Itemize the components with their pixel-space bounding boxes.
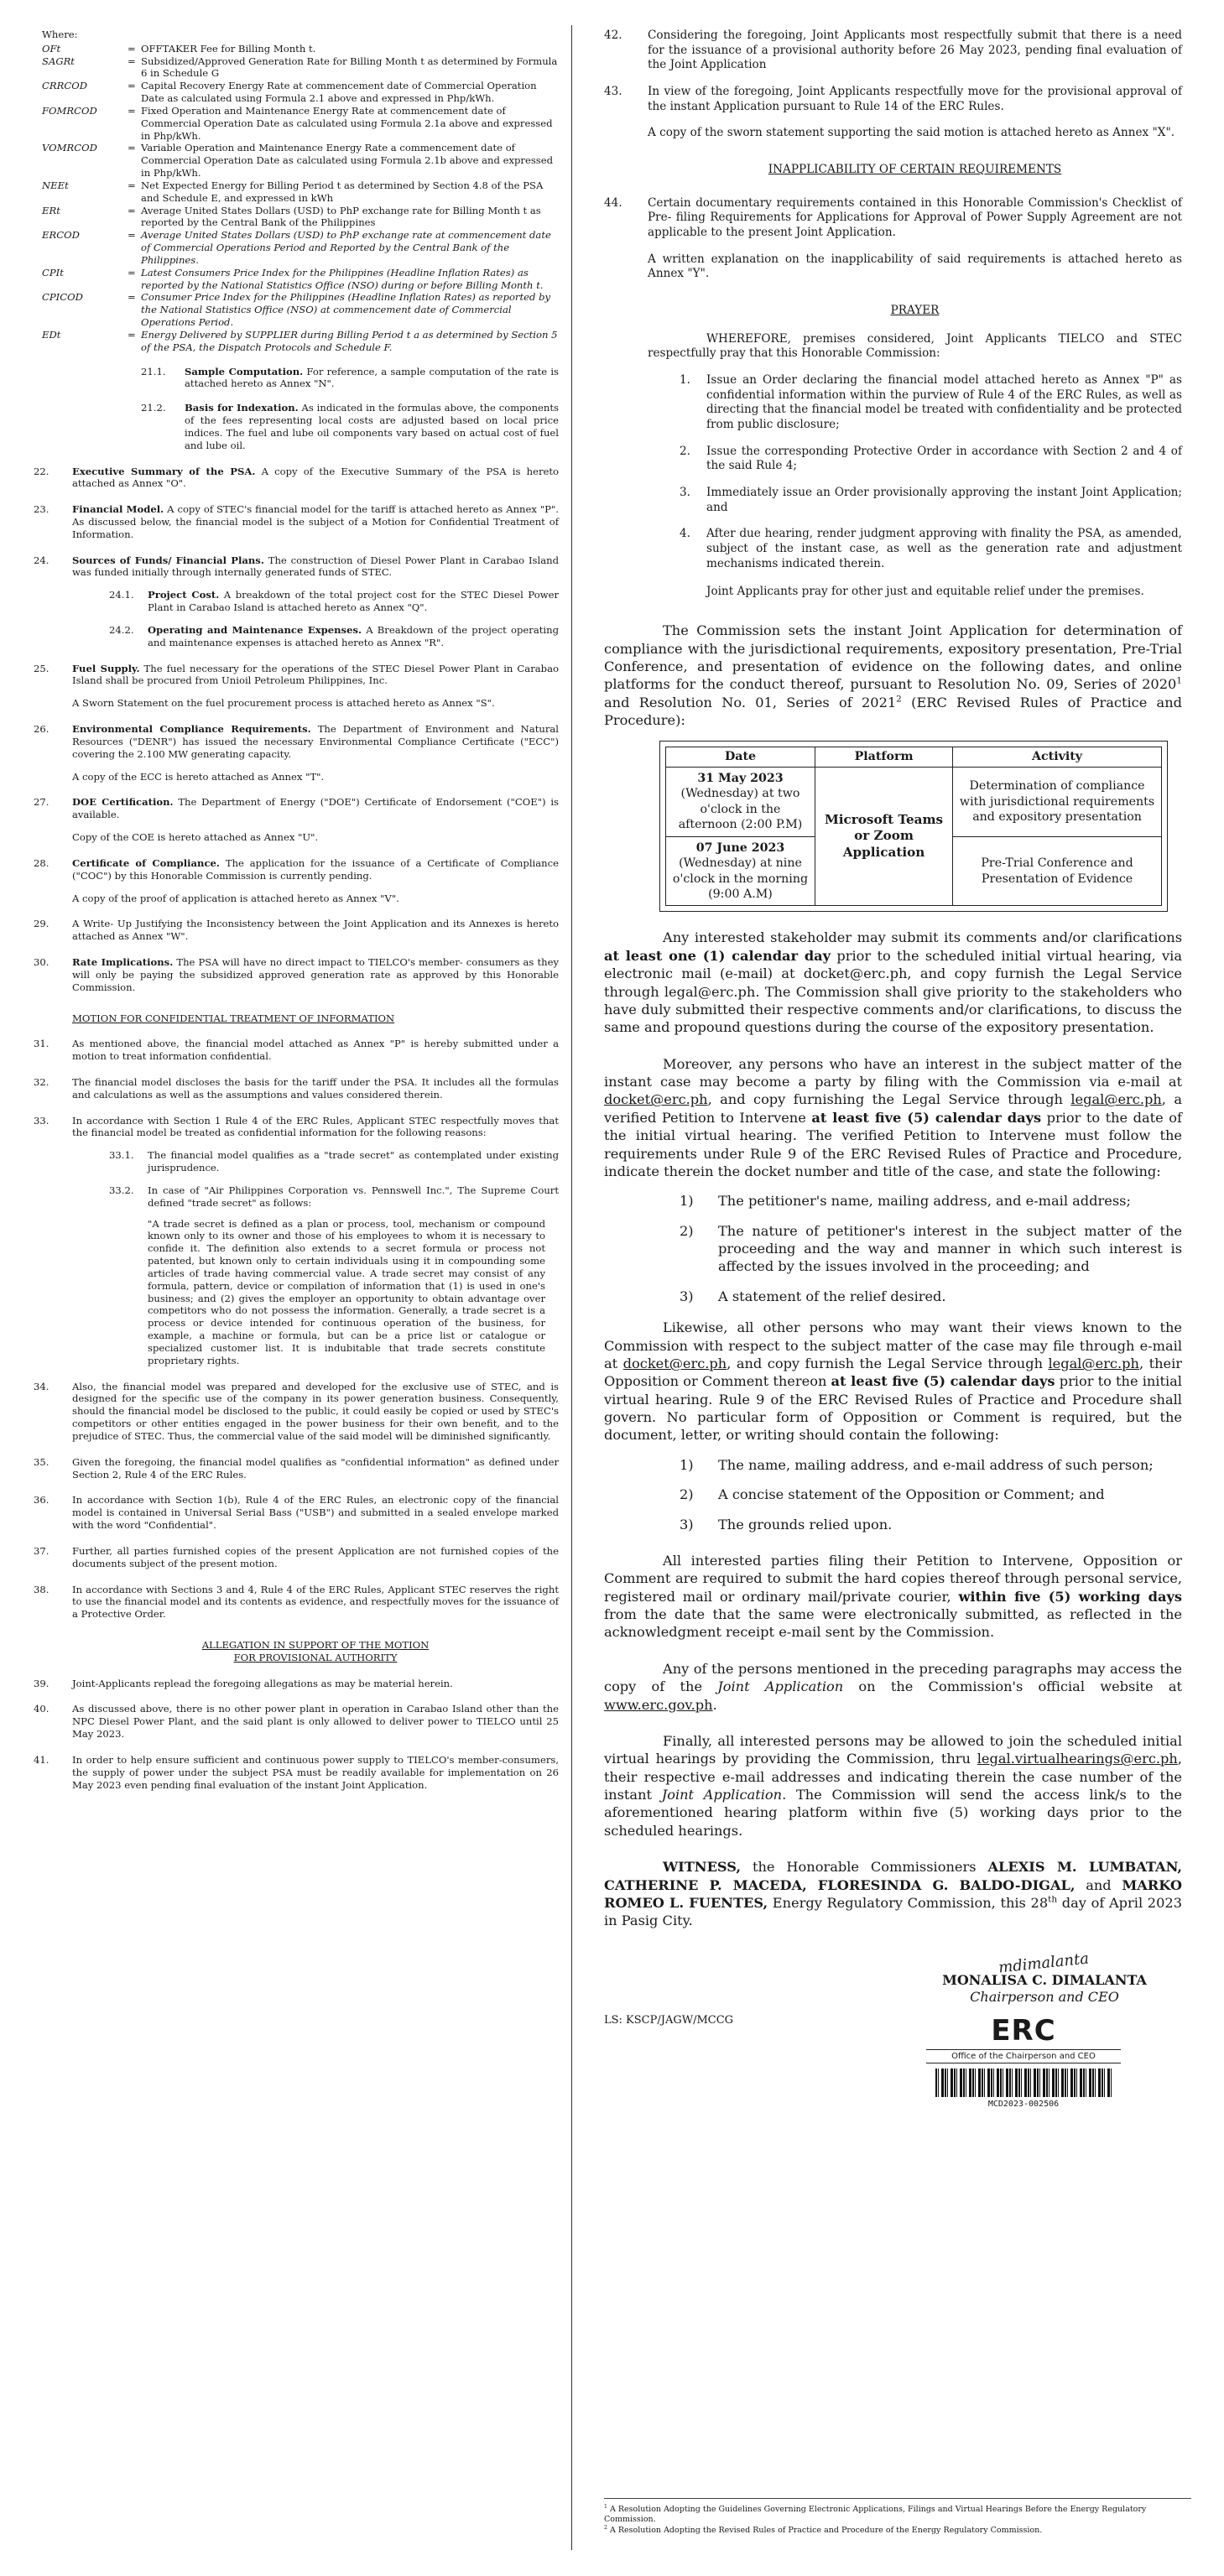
intervene-item	[680, 1288, 1182, 1305]
para-27-followup: Copy of the COE is hereto attached as Annex "U".	[72, 831, 319, 844]
para-25: 25. Fuel Supply. The fuel necessary for the operations of the STEC Diesel Power Plant in Carabao Island shall be procured from Unioil Petroleum Philippines, Inc.	[34, 662, 559, 687]
signature-block	[604, 1949, 1182, 2121]
trade-secret-quote: "A trade secret is defined as a plan or process, tool, mechanism or compound known only to its owner and those of his employees to whom it is necessary to confide it. The definition also extends to a secret formula or process not patented, but known only to certain individuals using it in compounding some articles of trade having commercial value. A trade secret may consist of any formula, pattern, device or compilation of information that (1) is used in one's business; and (2) gives the employer an opportunity to obtain advantage over competitors who do not possess the information. Generally, a trade secret is a process or device intended for continuous operation of the business, for example, a machine or formula, but can be a price list or catalogue or specialized customer list. It is indubitable that trade secrets constitute proprietary rights.	[148, 1217, 545, 1366]
prayer-item-text: Issue an Order declaring the financial model attached hereto as Annex "P" as confidential information within the purview of Rule 4 of the ERC Rules, as well as directing that the financial model be treated with confidentiality and be protected from public disclosure;	[706, 373, 1182, 432]
para-33-1: 33.1. The financial model qualifies as a "trade secret" as contemplated under existing jurisprudence.	[109, 1149, 559, 1174]
prayer-item-number: 4.	[680, 527, 690, 541]
opposition-item	[680, 1486, 1182, 1503]
intervene-item	[680, 1222, 1182, 1276]
motion-heading: MOTION FOR CONFIDENTIAL TREATMENT OF INFORMATION	[72, 1012, 395, 1024]
para-39: 39. Joint-Applicants replead the foregoing allegations as may be material herein.	[34, 1677, 453, 1689]
para-30: 30. Rate Implications. The PSA will have no direct impact to TIELCO's member- consumers as they will only be paying the subsidized approved generation rate as approved by this Honorable Commission.	[34, 956, 560, 993]
stakeholder-paragraph: Any interested stakeholder may submit its comments and/or clarifications at least one (1) calendar day prior to the scheduled initial virtual hearing, via electronic mail (e-mail) at docket@erc.ph, and copy furnish the Legal Service through legal@erc.ph. The Commission shall give priority to the stakeholders who have duly submitted their respective comments and/or clarifications, to discuss the same and propound questions during the course of the expository presentation.	[604, 929, 1182, 1036]
definition-def: Net Expected Energy for Billing Period t as determined by Section 4.8 of the PSA and Schedule E, and expressed in kWh	[141, 179, 544, 204]
para-36: 36. In accordance with Section 1(b), Rule 4 of the ERC Rules, an electronic copy of the financial model is contained in Universal Serial Bass ("USB") and submitted in a sealed envelope marked with the word "Confidential".	[34, 1494, 559, 1532]
definition-eq: =	[128, 266, 136, 278]
prayer-item-text: After due hearing, render judgment approving with finality the PSA, as amended, subject of the instant case, as well as the generation rate and adjustment mechanisms indicated therein.	[706, 527, 1182, 570]
hard-copies-paragraph: All interested parties filing their Petition to Intervene, Opposition or Comment are required to submit the hard copies thereof through personal service, registered mail or ordinary mail/private courier, within five (5) working days from the date that the same were electronically submitted, as reflected in the acknowledgment receipt e-mail sent by the Commission.	[604, 1552, 1182, 1641]
intervene-item-text: A statement of the relief desired.	[718, 1288, 946, 1304]
schedule-row	[666, 767, 1162, 836]
definition-def: OFFTAKER Fee for Billing Month t.	[141, 42, 316, 55]
para-37: 37. Further, all parties furnished copies of the present Application are not furnished copies of the documents subject of the present motion.	[34, 1544, 559, 1569]
definition-eq: =	[128, 229, 136, 242]
allegation-heading-2: FOR PROVISIONAL AUTHORITY	[233, 1651, 398, 1663]
header-activity: Activity	[953, 747, 1162, 767]
para-24-2: 24.2. Operating and Maintenance Expenses. A Breakdown of the project operating and maintenance expenses is attached hereto as Annex "R".	[109, 623, 560, 648]
hearing-schedule-table	[665, 747, 1162, 906]
para-21-2: 21.2. Basis for Indexation. As indicated in the formulas above, the components of the fees representing local costs are adjusted based on local price indices. The fuel and lube oil components vary based on actual cost of fuel and lube oil.	[141, 402, 559, 451]
para-28-followup: A copy of the proof of application is attached hereto as Annex "V".	[72, 892, 399, 904]
para-31: 31. As mentioned above, the financial model attached as Annex "P" is hereby submitted under a motion to treat information confidential.	[34, 1038, 559, 1063]
definition-row	[42, 55, 559, 81]
hearing-schedule-box	[659, 741, 1168, 912]
para-28: 28. Certificate of Compliance. The application for the issuance of a Certificate of Compliance ("COC") by this Honorable Commission is currently pending.	[34, 856, 559, 882]
schedule-activity-1: Determination of compliance with jurisdictional requirements and expository presentation	[953, 767, 1162, 836]
prayer-item	[680, 373, 1182, 433]
para-22: 22. Executive Summary of the PSA. A copy of the Executive Summary of the PSA is hereto attached as Annex "O".	[34, 465, 559, 490]
opposition-requirements-list	[604, 1456, 1182, 1533]
definition-sym: SAGRt	[42, 55, 75, 67]
para-44-followup: A written explanation on the inapplicability of said requirements is attached hereto as Annex "Y".	[648, 252, 1182, 281]
opposition-item-number: 3)	[680, 1516, 694, 1533]
definition-sym: OFt	[42, 42, 61, 55]
definition-eq: =	[128, 104, 136, 117]
prayer-item-text: Immediately issue an Order provisionally approving the instant Joint Application; and	[706, 486, 1182, 514]
definition-sym: NEEt	[42, 179, 69, 191]
stamp-code: MCD2023-002506	[987, 2099, 1060, 2109]
schedule-date-2: 07 June 2023 (Wednesday) at nine o'clock in the morning (9:00 A.M)	[666, 836, 815, 906]
definition-def: Fixed Operation and Maintenance Energy Rate at commencement date of Commercial Operation Date as calculated using Formula 2.1a above and expressed in Php/kWh.	[141, 104, 553, 142]
virtual-hearings-email-link[interactable]: legal.virtualhearings@erc.ph	[977, 1751, 1178, 1767]
erc-website-link[interactable]: www.erc.gov.ph	[604, 1696, 713, 1713]
definition-sym: FOMRCOD	[42, 104, 97, 117]
prayer-intro: WHEREFORE, premises considered, Joint Applicants TIELCO and STEC respectfully pray that this Honorable Commission:	[648, 331, 1182, 361]
schedule-date-1: 31 May 2023 (Wednesday) at two o'clock in the afternoon (2:00 P.M)	[666, 767, 815, 836]
prayer-item-text: Issue the corresponding Protective Order in accordance with Section 2 and 4 of the said Rule 4;	[706, 444, 1182, 473]
definition-def: Average United States Dollars (USD) to PhP exchange rate for Billing Month t as reported by the Central Bank of the Philippines	[141, 204, 541, 229]
para-41: 41. In order to help ensure sufficient and continuous power supply to TIELCO's member-consumers, the supply of power under the subject PSA must be readily available for implementation on 26 May 2023 even pending final evaluation of the instant Joint Application.	[34, 1753, 559, 1791]
website-paragraph: Any of the persons mentioned in the preceding paragraphs may access the copy of the Joint Application on the Commission's official website at www.erc.gov.ph.	[604, 1660, 1182, 1713]
opposition-item	[680, 1516, 1182, 1533]
initials-line: LS: KSCP/JAGW/MCCG	[604, 2013, 734, 2027]
definition-def: Subsidized/Approved Generation Rate for Billing Month t as determined by Formula 6 in Schedule G	[141, 55, 558, 80]
handwritten-signature: mdimalanta	[997, 1949, 1090, 1977]
opposition-item	[680, 1456, 1182, 1474]
definition-row	[42, 142, 559, 179]
intervene-item-number: 3)	[680, 1288, 694, 1304]
header-date: Date	[666, 747, 815, 767]
definition-row	[42, 80, 559, 105]
prayer-item-number: 2.	[680, 444, 690, 458]
definition-def: Variable Operation and Maintenance Energy Rate a commencement date of Commercial Operation Date as calculated using Formula 2.1b above and expressed in Php/kWh.	[141, 142, 554, 180]
para-44: 44. Certain documentary requirements contained in this Honorable Commission's Checklist of Pre- filing Requirements for Applications for Approval of Power Supply Agreement are not applicable to the present Joint Application.	[604, 195, 1182, 240]
definition-eq: =	[128, 204, 136, 216]
definition-eq: =	[128, 55, 136, 67]
para-23: 23. Financial Model. A copy of STEC's financial model for the tariff is attached hereto as Annex "P". As discussed below, the financial model is the subject of a Motion for Confidential Treatment of Information.	[34, 503, 559, 540]
definition-row	[42, 267, 559, 292]
definition-row	[42, 180, 559, 205]
para-35: 35. Given the foregoing, the financial model qualifies as "confidential information" as defined under Section 2, Rule 4 of the ERC Rules.	[34, 1455, 559, 1481]
para-29: 29. A Write- Up Justifying the Inconsistency between the Joint Application and its Annexes is hereto attached as Annex "W".	[34, 918, 559, 943]
footnote-1: $^1$ A Resolution Adopting the Guidelines Governing Electronic Applications, Filings and Virtual Hearings Before the Energy Regulatory Commission.	[604, 2504, 1147, 2525]
definition-row	[42, 229, 559, 266]
prayer-item	[680, 445, 1182, 474]
opposition-item-number: 1)	[680, 1456, 694, 1473]
para-25-followup: A Sworn Statement on the fuel procurement process is attached hereto as Annex "S".	[72, 697, 495, 710]
definition-eq: =	[128, 328, 136, 341]
definition-eq: =	[128, 142, 136, 154]
stamp-office: Office of the Chairperson and CEO	[926, 2049, 1121, 2063]
schedule-platform: Microsoft Teams or Zoom Application	[815, 767, 952, 906]
prayer-item	[680, 486, 1182, 515]
definition-sym: EDt	[42, 328, 61, 341]
para-42: 42. Considering the foregoing, Joint Applicants most respectfully submit that there is a need for the issuance of a provisional authority before 26 May 2023, pending final evaluation of the Joint Application	[604, 29, 1182, 72]
definition-sym: CPIt	[42, 266, 64, 278]
prayer-item-number: 3.	[680, 486, 690, 500]
definition-eq: =	[128, 42, 136, 55]
prayer-close: Joint Applicants pray for other just and equitable relief under the premises.	[706, 585, 1144, 599]
where-label: Where:	[42, 29, 78, 40]
signatory-title: Chairperson and CEO	[970, 1988, 1119, 2005]
legal-email-link[interactable]: legal@erc.ph	[1048, 1355, 1139, 1371]
para-26: 26. Environmental Compliance Requirements. The Department of Environment and Natural Resources ("DENR") has issued the necessary Environmental Compliance Certificate ("ECC") covering the 2.100 MW generating capacity.	[34, 723, 560, 760]
intervene-item-text: The nature of petitioner's interest in the subject matter of the proceeding and the way and manner in which such interest is affected by the issues involved in the proceeding; and	[718, 1222, 1182, 1275]
prayer-item-number: 1.	[680, 373, 690, 388]
schedule-activity-2: Pre-Trial Conference and Presentation of Evidence	[953, 836, 1162, 906]
para-43: 43. In view of the foregoing, Joint Applicants respectfully move for the provisional approval of the instant Application pursuant to Rule 14 of the ERC Rules.	[604, 85, 1182, 113]
definition-def: Consumer Price Index for the Philippines (Headline Inflation Rates) as reported by the National Statistics Office (NSO) at commencement date of Commercial Operations Period.	[141, 291, 551, 329]
definition-def: Average United States Dollars (USD) to PhP exchange rate at commencement date of Commercial Operations Period and Reported by the Central Bank of the Philippines.	[141, 229, 551, 266]
definition-def: Latest Consumers Price Index for the Philippines (Headline Inflation Rates) as reported by the National Statistics Office (NSO) during or before Billing Month t.	[141, 266, 544, 291]
para-40: 40. As discussed above, there is no other power plant in operation in Carabao Island other than the NPC Diesel Power Plant, and the said plant is only allowed to deliver power to TIELCO until 25 May 2023.	[34, 1703, 559, 1741]
prayer-item	[680, 527, 1182, 571]
para-21-1: 21.1. Sample Computation. For reference, a sample computation of the rate is attached hereto as Annex "N".	[141, 365, 559, 390]
intervene-item	[680, 1192, 1182, 1210]
erc-stamp	[914, 2012, 1133, 2110]
opposition-paragraph: Likewise, all other persons who may want their views known to the Commission with respect to the subject matter of the case may file through e-mail at docket@erc.ph, and copy furnish the Legal Service through legal@erc.ph, their Opposition or Comment thereon at least five (5) calendar days prior to the initial virtual hearing. Rule 9 of the ERC Revised Rules of Practice and Procedure shall govern. No particular form of Opposition or Comment is required, but the document, letter, or writing should contain the following:	[604, 1319, 1182, 1444]
definition-row	[42, 43, 559, 55]
definitions-list	[34, 43, 559, 354]
para-32: 32. The financial model discloses the basis for the tariff under the PSA. It includes all the formulas and calculations as well as the assumptions and values considered therein.	[34, 1076, 559, 1101]
intervene-item-number: 2)	[680, 1222, 694, 1239]
footnotes	[604, 2498, 1191, 2536]
para-33: 33. In accordance with Section 1 Rule 4 of the ERC Rules, Applicant STEC respectfully moves that the financial model be treated as confidential information for the following reasons:	[34, 1114, 559, 1139]
definition-eq: =	[128, 179, 136, 191]
para-26-followup: A copy of the ECC is hereto attached as Annex "T".	[72, 770, 325, 783]
definition-eq: =	[128, 80, 136, 92]
docket-email-link[interactable]: docket@erc.ph	[604, 1091, 708, 1108]
definition-def: Energy Delivered by SUPPLIER during Billing Period t a as determined by Section 5 of the PSA, the Dispatch Protocols and Schedule F.	[141, 328, 558, 353]
opposition-item-number: 2)	[680, 1486, 694, 1503]
definition-def: Capital Recovery Energy Rate at commencement date of Commercial Operation Date as calculated using Formula 2.1 above and expressed in Php/kWh.	[141, 80, 537, 105]
left-column	[0, 0, 567, 2576]
virtual-hearing-paragraph: Finally, all interested persons may be allowed to join the scheduled initial virtual hearings by providing the Commission, thru legal.virtualhearings@erc.ph, their respective e-mail addresses and indicating therein the case number of the instant Joint Application. The Commission will send the access link/s to the aforementioned hearing platform within five (5) working days prior to the scheduled hearings.	[604, 1732, 1182, 1839]
definition-eq: =	[128, 291, 136, 304]
para-34: 34. Also, the financial model was prepared and developed for the exclusive use of STEC, and is designed for the specific use of the company in its power generation business. Consequently, should the financial model be disclosed to the public, it could easily be copied or used by STEC's competitors or other entities engaged in the power business for their own benefit, and to the prejudice of STEC. Thus, the commercial value of the said model will be diminished significantly.	[34, 1380, 559, 1442]
opposition-item-text: The name, mailing address, and e-mail address of such person;	[718, 1456, 1154, 1473]
barcode-icon	[935, 2069, 1112, 2097]
allegation-heading-1: ALLEGATION IN SUPPORT OF THE MOTION	[201, 1638, 430, 1651]
footnote-2: $^2$ A Resolution Adopting the Revised Rules of Practice and Procedure of the Energy Regulatory Commission.	[604, 2524, 1043, 2536]
erc-logo: ERC	[991, 2013, 1056, 2048]
definition-sym: CRRCOD	[42, 80, 88, 92]
opposition-item-text: A concise statement of the Opposition or Comment; and	[718, 1486, 1105, 1503]
witness-paragraph: WITNESS, the Honorable Commissioners ALEXIS M. LUMBATAN, CATHERINE P. MACEDA, FLORESINDA G. BALDO-DIGAL, and MARKO ROMEO L. FUENTES, Energy Regulatory Commission, this 28th day of April 2023 in Pasig City.	[604, 1859, 1183, 1929]
intervene-requirements-list	[604, 1192, 1182, 1305]
para-24-1: 24.1. Project Cost. A breakdown of the total project cost for the STEC Diesel Power Plant in Carabao Island is attached hereto as Annex "Q".	[109, 589, 559, 614]
header-platform: Platform	[815, 747, 952, 767]
definition-row	[42, 105, 559, 142]
para-27: 27. DOE Certification. The Department of Energy ("DOE") Certificate of Endorsement ("COE") is available.	[34, 796, 559, 821]
opposition-item-text: The grounds relied upon.	[718, 1516, 893, 1533]
definition-row	[42, 205, 559, 230]
column-divider	[571, 25, 572, 2550]
prayer-heading: PRAYER	[890, 304, 940, 318]
schedule-header-row	[666, 747, 1162, 767]
definition-sym: ERt	[42, 204, 60, 216]
commission-paragraph: The Commission sets the instant Joint Application for determination of compliance with the jurisdictional requirements, expository presentation, Pre-Trial Conference, and presentation of evidence on the following dates, and online platforms for the conduct thereof, pursuant to Resolution No. 09, Series of 2020$^1$ and Resolution No. 01, Series of 2021$^2$ (ERC Revised Rules of Practice and Procedure):	[604, 622, 1182, 729]
para-33-2: 33.2. In case of "Air Philippines Corporation vs. Pennswell Inc.", The Supreme Court defined "trade secret" as follows:	[109, 1184, 559, 1209]
para-38: 38. In accordance with Sections 3 and 4, Rule 4 of the ERC Rules, Applicant STEC reserves the right to use the financial model and its contents as evidence, and respectfully moves for the issuance of a Protective Order.	[34, 1583, 559, 1621]
definition-sym: ERCOD	[42, 229, 80, 242]
definition-sym: VOMRCOD	[42, 142, 97, 154]
intervene-item-number: 1)	[680, 1193, 694, 1210]
signatory-name: MONALISA C. DIMALANTA	[942, 1971, 1147, 1988]
para-43-followup: A copy of the sworn statement supporting the said motion is attached hereto as Annex "X".	[648, 126, 1175, 140]
definition-sym: CPICOD	[42, 291, 83, 304]
prayer-list	[604, 373, 1182, 571]
definition-row	[42, 329, 559, 354]
intervene-item-text: The petitioner's name, mailing address, and e-mail address;	[718, 1193, 1131, 1210]
inapplicability-heading: INAPPLICABILITY OF CERTAIN REQUIREMENTS	[768, 163, 1062, 177]
definition-row	[42, 291, 559, 328]
legal-email-link[interactable]: legal@erc.ph	[1070, 1091, 1162, 1108]
right-column	[579, 0, 1224, 2576]
docket-email-link[interactable]: docket@erc.ph	[622, 1355, 727, 1371]
para-24: 24. Sources of Funds/ Financial Plans. The construction of Diesel Power Plant in Carabao Island was funded initially through internally generated funds of STEC.	[34, 554, 559, 579]
intervene-paragraph: Moreover, any persons who have an interest in the subject matter of the instant case may become a party by filing with the Commission via e-mail at docket@erc.ph, and copy furnishing the Legal Service through legal@erc.ph, a verified Petition to Intervene at least five (5) calendar days prior to the date of the initial virtual hearing. The verified Petition to Intervene must follow the requirements under Rule 9 of the ERC Revised Rules of Practice and Procedure, indicate therein the docket number and title of the case, and state the following:	[604, 1055, 1182, 1179]
